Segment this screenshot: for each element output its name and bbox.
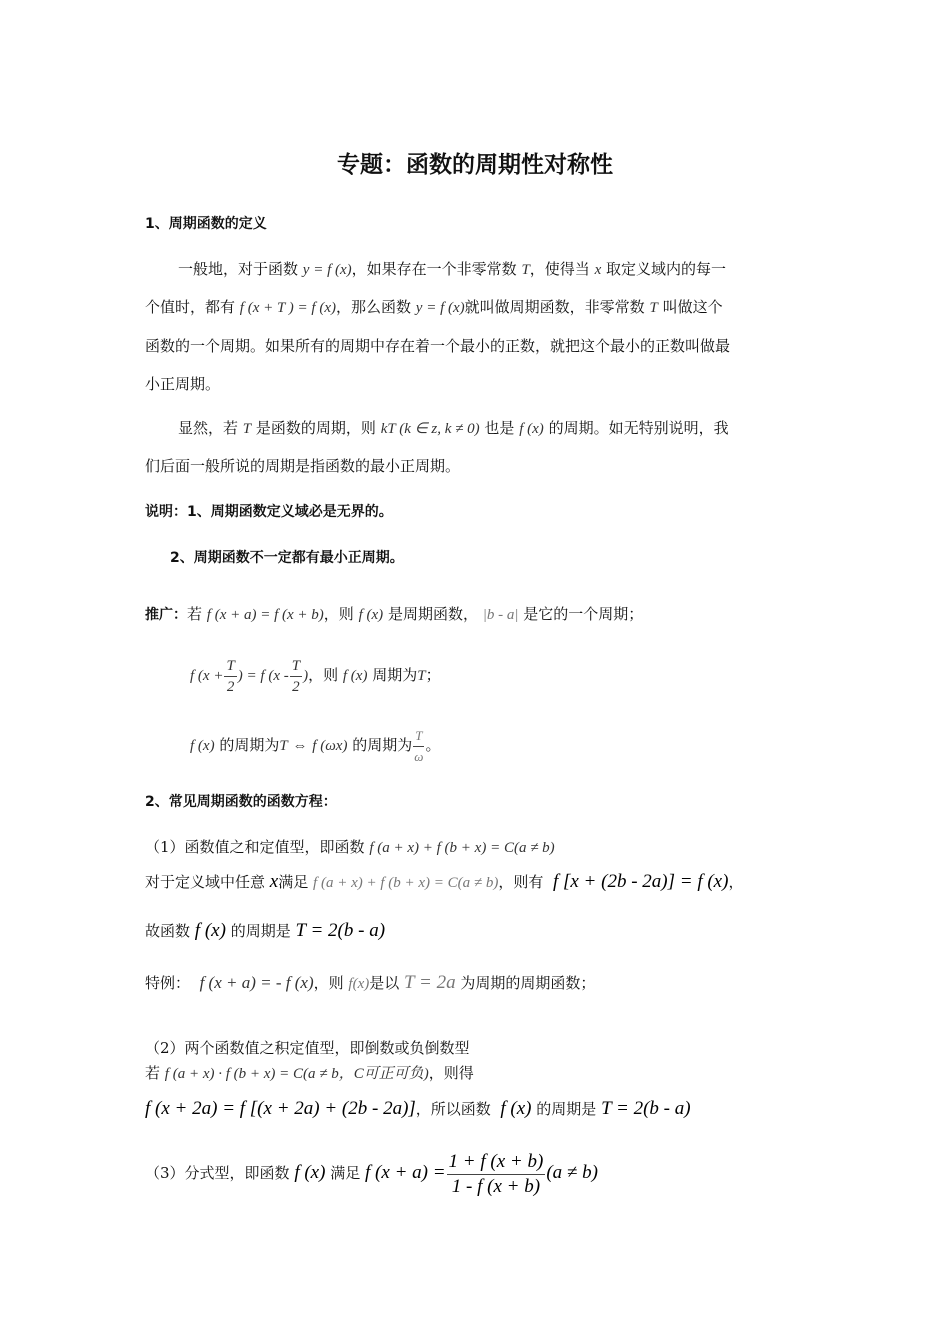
case-2-line-2: f (x + 2a) = f [(x + 2a) + (2b - 2a)]，所以函数 f (x) 的周期是 T = 2(b - a)	[145, 1098, 691, 1119]
definition-line-3: 函数的一个周期。如果所有的周期中存在着一个最小的正数，就把这个最小的正数叫做最	[145, 337, 731, 355]
note-1: 说明：1、周期函数定义域必是无界的。	[145, 504, 393, 520]
section-2-heading: 2、常见周期函数的函数方程：	[145, 794, 337, 810]
page-title: 专题：函数的周期性对称性	[337, 152, 613, 178]
remark-line-1: 显然，若 T 是函数的周期，则 kT (k ∈ z, k ≠ 0) 也是 f (x) 的周期。如无特别说明，我	[178, 419, 729, 437]
definition-line-1: 一般地，对于函数 y = f (x)，如果存在一个非零常数 T，使得当 x 取定义域内的每一	[178, 260, 727, 278]
case-3-line: （3）分式型，即函数 f (x) 满足 f (x + a) = $\frac{1 + f (x + b)}{1 - f (x + b)}$ (a ≠ b)	[145, 1150, 598, 1197]
fraction-t-over-omega: $\frac{T}{\omega}$	[414, 727, 424, 764]
case-1-special: 特例： f (x + a) = - f (x)，则 f(x)是以 T = 2a 为周期的周期函数；	[145, 972, 596, 993]
case-2-title: （2）两个函数值之积定值型，即倒数或负倒数型	[145, 1039, 470, 1057]
case-1-title: （1）函数值之和定值型，即函数 f (a + x) + f (b + x) = C(a ≠ b)	[145, 838, 555, 856]
case-1-line-1: 对于定义域中任意 x满足 f (a + x) + f (b + x) = C(a ≠ b)，则有 f [x + (2b - 2a)] = f (x)，	[145, 871, 744, 892]
definition-line-4: 小正周期。	[145, 375, 221, 393]
extension-line-2: f (x + $\frac{T}{2}$ ) = f (x - $\frac{T}{2}$ )，则 f (x) 周期为T；	[190, 657, 441, 695]
extension-line-1: 推广：若 f (x + a) = f (x + b)，则 f (x) 是周期函数， |b - a| 是它的一个周期；	[145, 605, 644, 623]
extension-line-3: f (x) 的周期为T ⇔ f (ωx) 的周期为 $\frac{T}{\omega}$ 。	[190, 724, 440, 767]
fraction-t-over-2: $\frac{T}{2}$	[226, 657, 235, 695]
case-1-line-2: 故函数 f (x) 的周期是 T = 2(b - a)	[145, 920, 386, 941]
fraction-case-3: $\frac{1 + f (x + b)}{1 - f (x + b)}$	[448, 1150, 544, 1197]
definition-line-2: 个值时，都有 f (x + T ) = f (x)，那么函数 y = f (x)就叫做周期函数，非零常数 T 叫做这个	[145, 298, 723, 316]
section-1-heading: 1、周期函数的定义	[145, 216, 267, 232]
note-2: 2、周期函数不一定都有最小正周期。	[170, 550, 404, 566]
case-2-line-1: 若 f (a + x) · f (b + x) = C(a ≠ b，C可正可负)，则得	[145, 1064, 474, 1082]
remark-line-2: 们后面一般所说的周期是指函数的最小正周期。	[145, 457, 461, 475]
fraction-t-over-2: $\frac{T}{2}$	[291, 657, 301, 695]
